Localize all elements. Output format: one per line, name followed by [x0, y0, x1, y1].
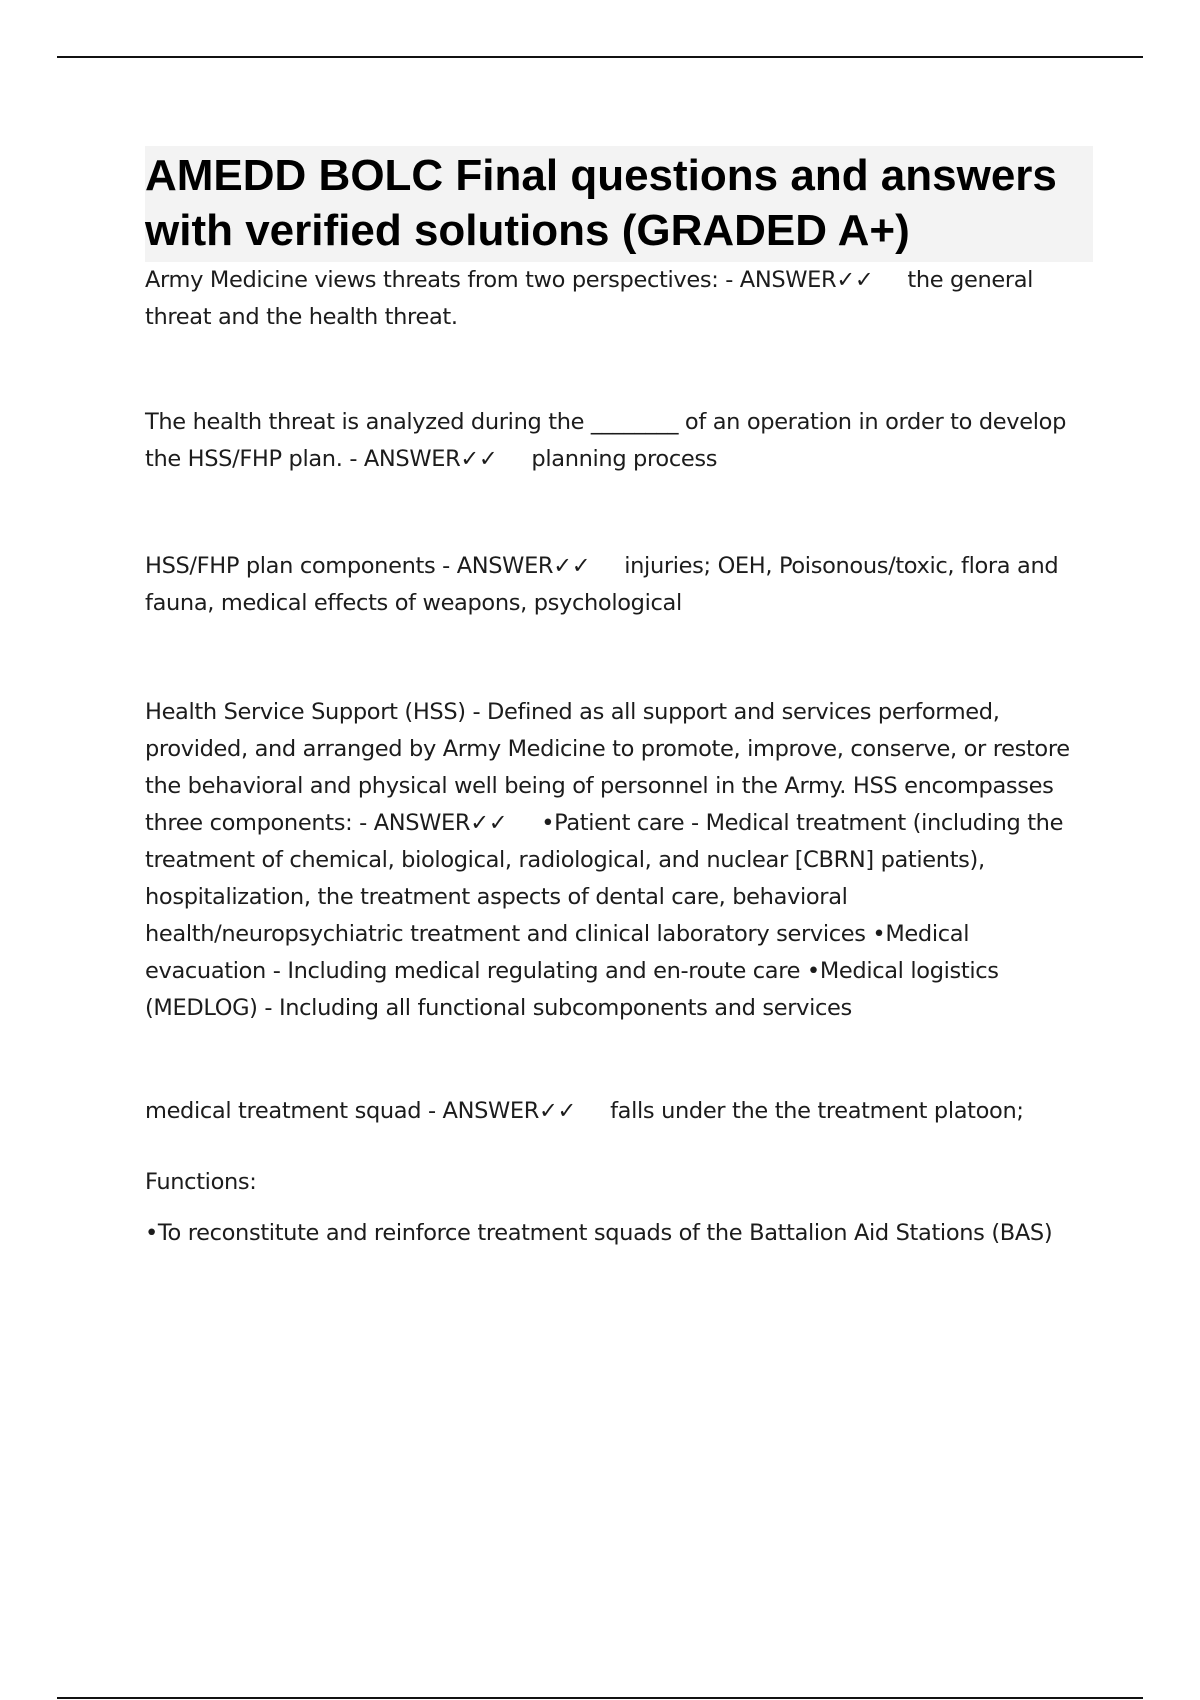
spacer	[145, 1201, 1095, 1215]
qa-item-5	[145, 1093, 1095, 1130]
answer-marker: - ANSWER✓✓	[718, 267, 908, 293]
answer-marker: - ANSWER✓✓	[342, 446, 532, 472]
title-block	[145, 146, 1093, 262]
answer-text: falls under the the treatment platoon;	[610, 1098, 1024, 1124]
qa-item-4	[145, 694, 1095, 1027]
spacer	[145, 336, 1095, 404]
question-text: Army Medicine views threats from two perspectives:	[145, 267, 719, 293]
spacer	[145, 622, 1095, 694]
answer-text: injuries; OEH, Poisonous/toxic, flora and fauna, medical effects of weapons, psychological	[145, 553, 1059, 616]
functions-label: Functions:	[145, 1169, 257, 1195]
spacer	[145, 1130, 1095, 1164]
answer-marker: - ANSWER✓✓	[421, 1098, 611, 1124]
footer-rule	[57, 1697, 1143, 1699]
answer-marker: - ANSWER✓✓	[435, 553, 625, 579]
qa-item-2	[145, 404, 1095, 478]
qa-item-3	[145, 548, 1095, 622]
spacer	[145, 1027, 1095, 1093]
question-text: The health threat is analyzed during the ________ of an operation in order to develop the HSS/FHP plan.	[145, 409, 1067, 472]
question-text: Health Service Support (HSS) - Defined as all support and services performed, provided, and arranged by Army Medicine to promote, improve, conserve, or restore the behavioral and physical well being of personnel in the Army. HSS encompasses three components:	[145, 699, 1070, 836]
qa-item-1	[145, 262, 1095, 336]
question-text: medical treatment squad	[145, 1098, 422, 1124]
spacer	[145, 478, 1095, 548]
document-body	[145, 146, 1095, 1252]
answer-text: the general threat and the health threat.	[145, 267, 1034, 330]
question-text: HSS/FHP plan components	[145, 553, 436, 579]
document-title: AMEDD BOLC Final questions and answers with verified solutions (GRADED A+)	[145, 151, 1057, 255]
answer-marker: - ANSWER✓✓	[352, 810, 542, 836]
header-rule	[57, 56, 1143, 58]
answer-text: •Patient care - Medical treatment (including the treatment of chemical, biological, radiological, and nuclear [CBRN] patients), hospitalization, the treatment aspects of dental care, behavioral health/neuropsychiatric treatment and clinical laboratory services •Medical evacuation - Including medical regulating and en-route care •Medical logistics (MEDLOG) - Including all functional subcomponents and services	[145, 810, 1064, 1021]
answer-text: planning process	[531, 446, 718, 472]
functions-item: •To reconstitute and reinforce treatment squads of the Battalion Aid Stations (BAS)	[145, 1220, 1053, 1246]
